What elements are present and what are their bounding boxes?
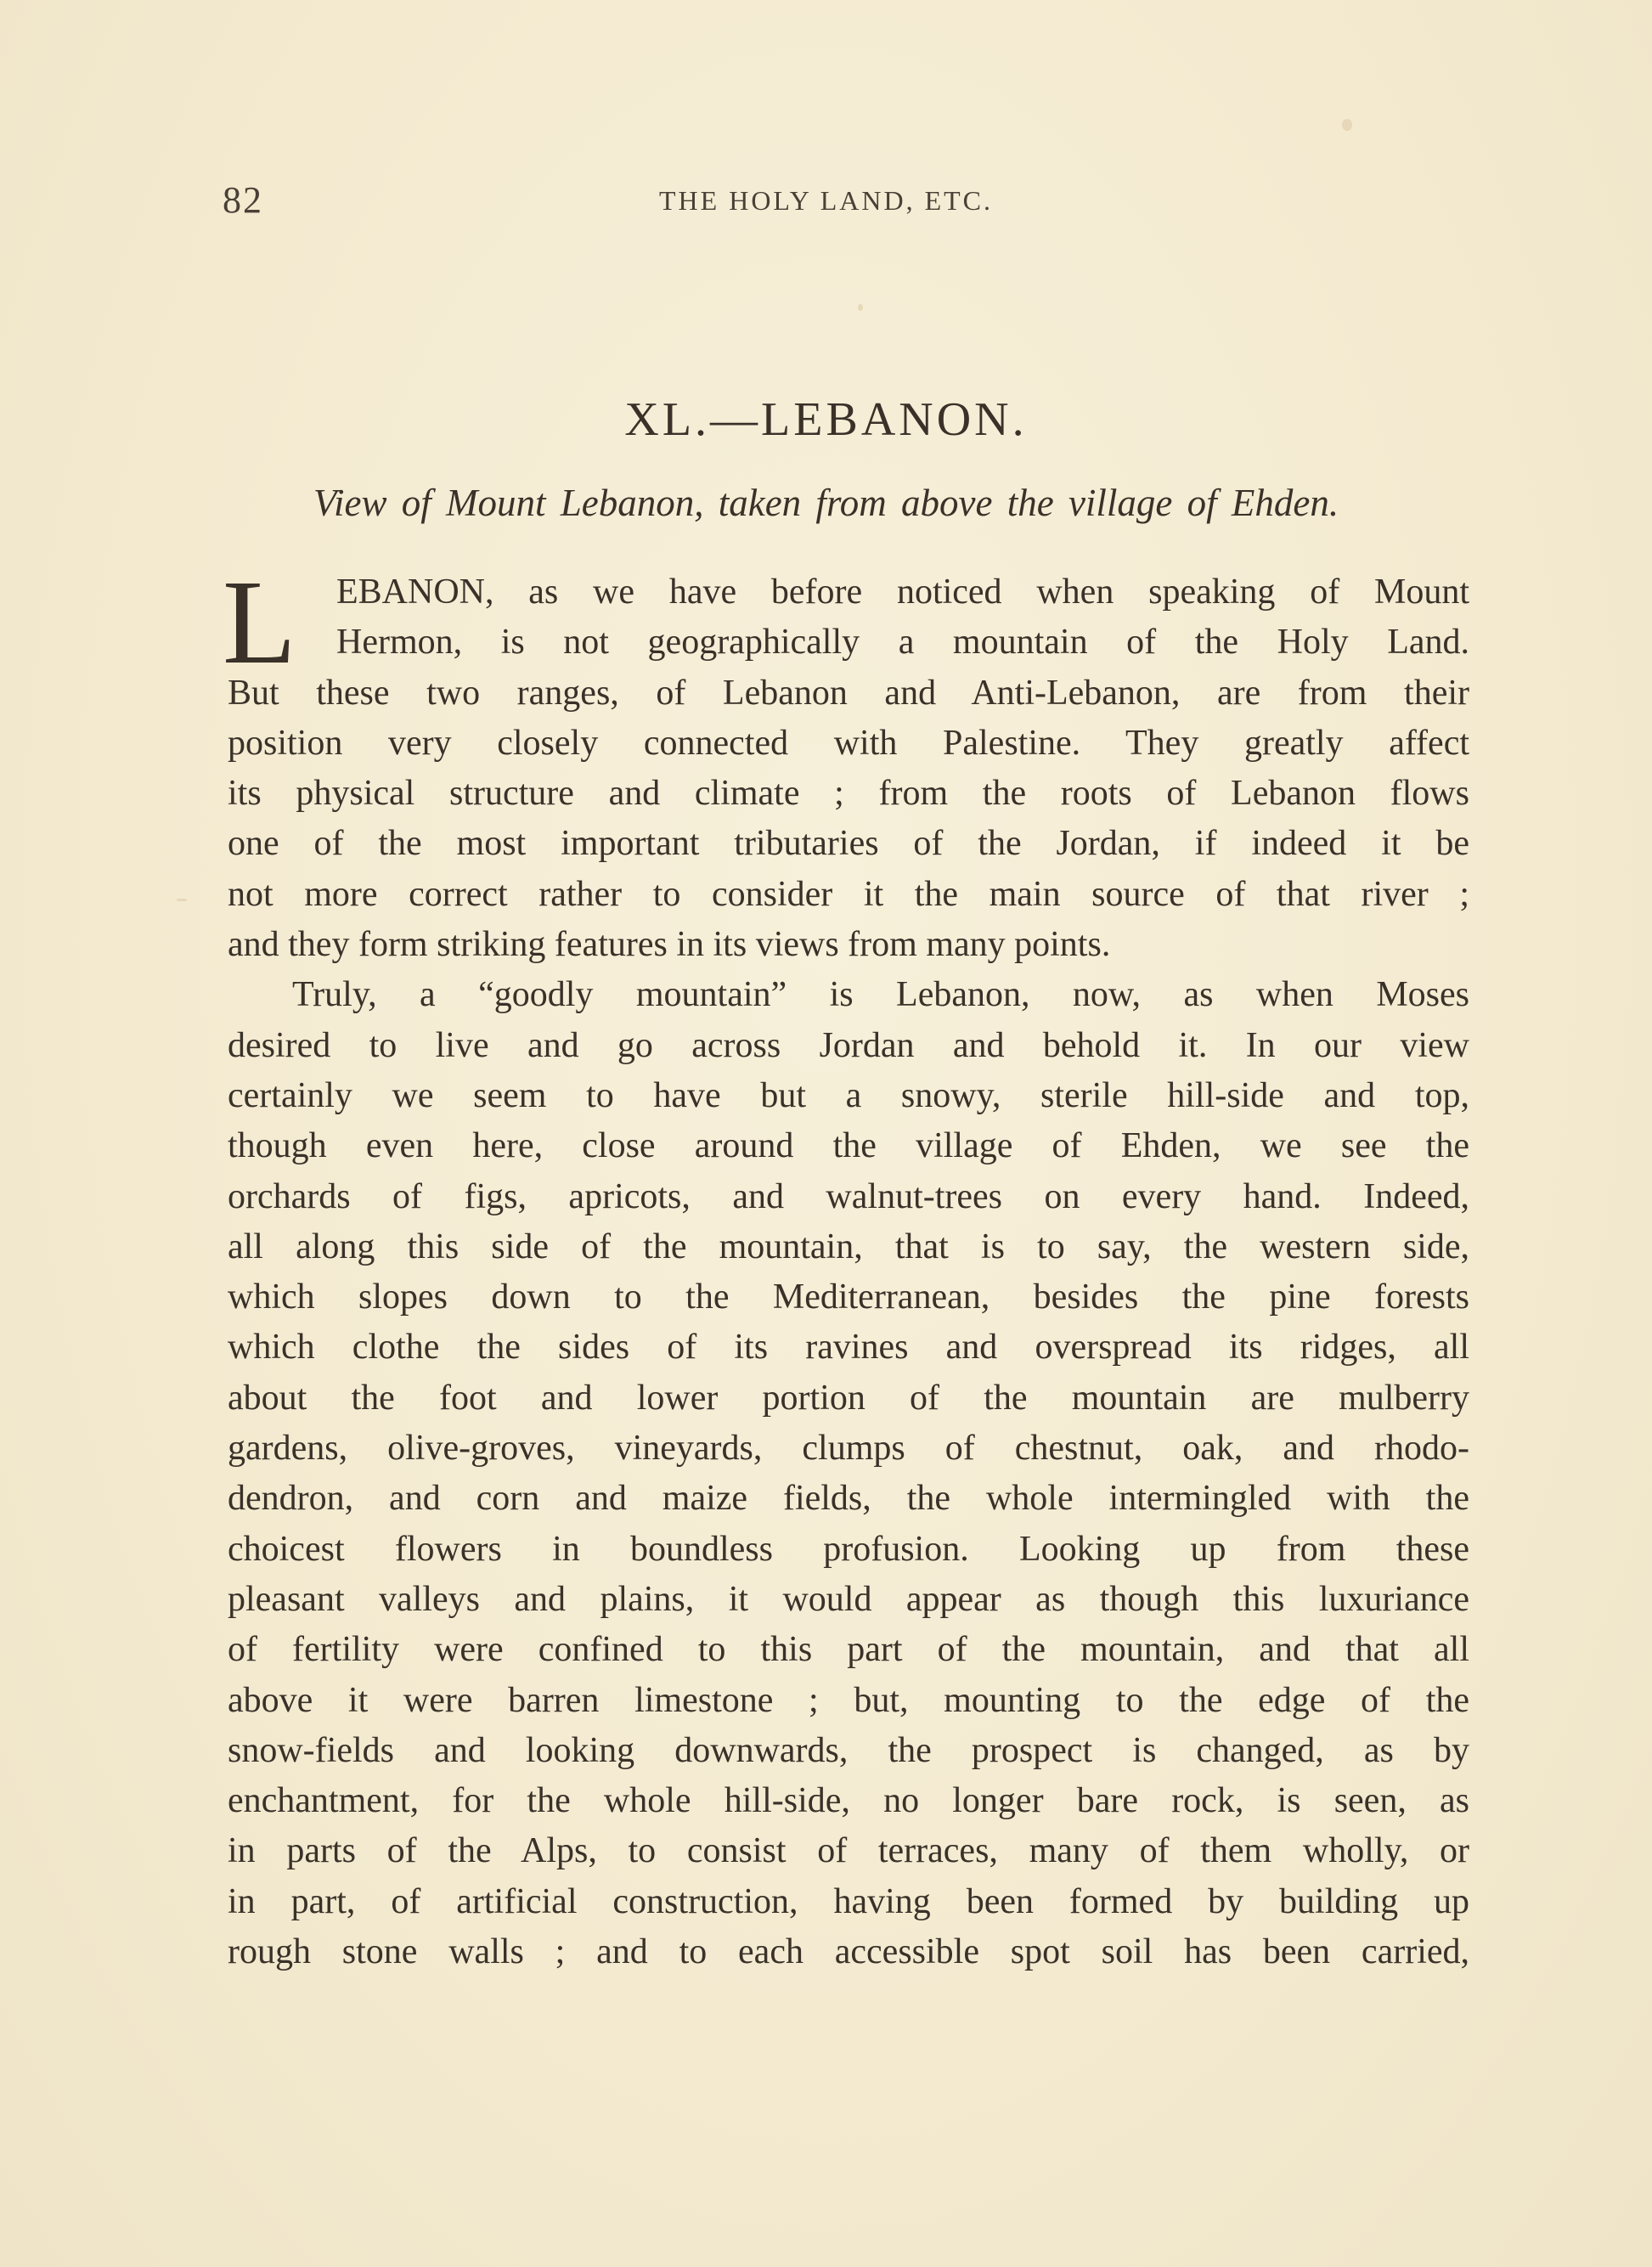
paper-spot [1342, 119, 1352, 131]
text-line: in parts of the Alps, to consist of terraces, many of them wholly, or [228, 1831, 1469, 1871]
paper-spot [858, 304, 863, 311]
text-line: about the foot and lower portion of the mountain are mulberry [228, 1378, 1469, 1418]
running-title: THE HOLY LAND, ETC. [659, 185, 993, 216]
chapter-title: XL.—LEBANON. [624, 393, 1028, 446]
text-line: position very closely connected with Palestine. They greatly affect [228, 723, 1469, 763]
text-line: pleasant valleys and plains, it would appear as though this luxuriance [228, 1579, 1469, 1619]
text-line: Hermon, is not geographically a mountain of the Holy Land. [336, 623, 1469, 663]
chapter-subtitle: View of Mount Lebanon, taken from above the village of Ehden. [313, 482, 1339, 524]
text-line: of fertility were confined to this part of the mountain, and that all [228, 1630, 1469, 1670]
text-line: desired to live and go across Jordan and behold it. In our view [228, 1025, 1469, 1065]
text-line: EBANON, as we have before noticed when speaking of Mount [336, 572, 1469, 612]
text-line: rough stone walls ; and to each accessible spot soil has been carried, [228, 1932, 1469, 1972]
text-line: in part, of artificial construction, having been formed by building up [228, 1881, 1469, 1921]
text-line: snow-fields and looking downwards, the prospect is changed, as by [228, 1730, 1469, 1770]
text-line: not more correct rather to consider it the main source of that river ; [228, 874, 1469, 914]
text-line: orchards of figs, apricots, and walnut-trees on every hand. Indeed, [228, 1176, 1469, 1216]
text-line: choicest flowers in boundless profusion. Looking up from these [228, 1529, 1469, 1569]
text-line: certainly we seem to have but a snowy, sterile hill-side and top, [228, 1075, 1469, 1115]
text-line: enchantment, for the whole hill-side, no longer bare rock, is seen, as [228, 1781, 1469, 1821]
text-line: dendron, and corn and maize fields, the whole intermingled with the [228, 1479, 1469, 1519]
text-line: But these two ranges, of Lebanon and Anti-Lebanon, are from their [228, 673, 1469, 713]
text-line: which clothe the sides of its ravines and overspread its ridges, all [228, 1328, 1469, 1368]
text-line: gardens, olive-groves, vineyards, clumps of chestnut, oak, and rhodo- [228, 1429, 1469, 1469]
body-text [228, 567, 1469, 1977]
text-line: though even here, close around the village of Ehden, we see the [228, 1126, 1469, 1166]
text-line: above it were barren limestone ; but, mounting to the edge of the [228, 1680, 1469, 1720]
text-line: all along this side of the mountain, that is to say, the western side, [228, 1227, 1469, 1266]
text-line: its physical structure and climate ; from the roots of Lebanon flows [228, 774, 1469, 814]
paper-spot [177, 899, 187, 901]
text-line: one of the most important tributaries of the Jordan, if indeed it be [228, 824, 1469, 864]
page-number: 82 [223, 179, 263, 221]
text-line: which slopes down to the Mediterranean, besides the pine forests [228, 1277, 1469, 1317]
text-line: and they form striking features in its views from many points. [228, 925, 1111, 965]
drop-cap: L [223, 555, 296, 689]
running-head [0, 178, 1652, 229]
text-line: Truly, a “goodly mountain” is Lebanon, now, as when Moses [292, 975, 1469, 1015]
